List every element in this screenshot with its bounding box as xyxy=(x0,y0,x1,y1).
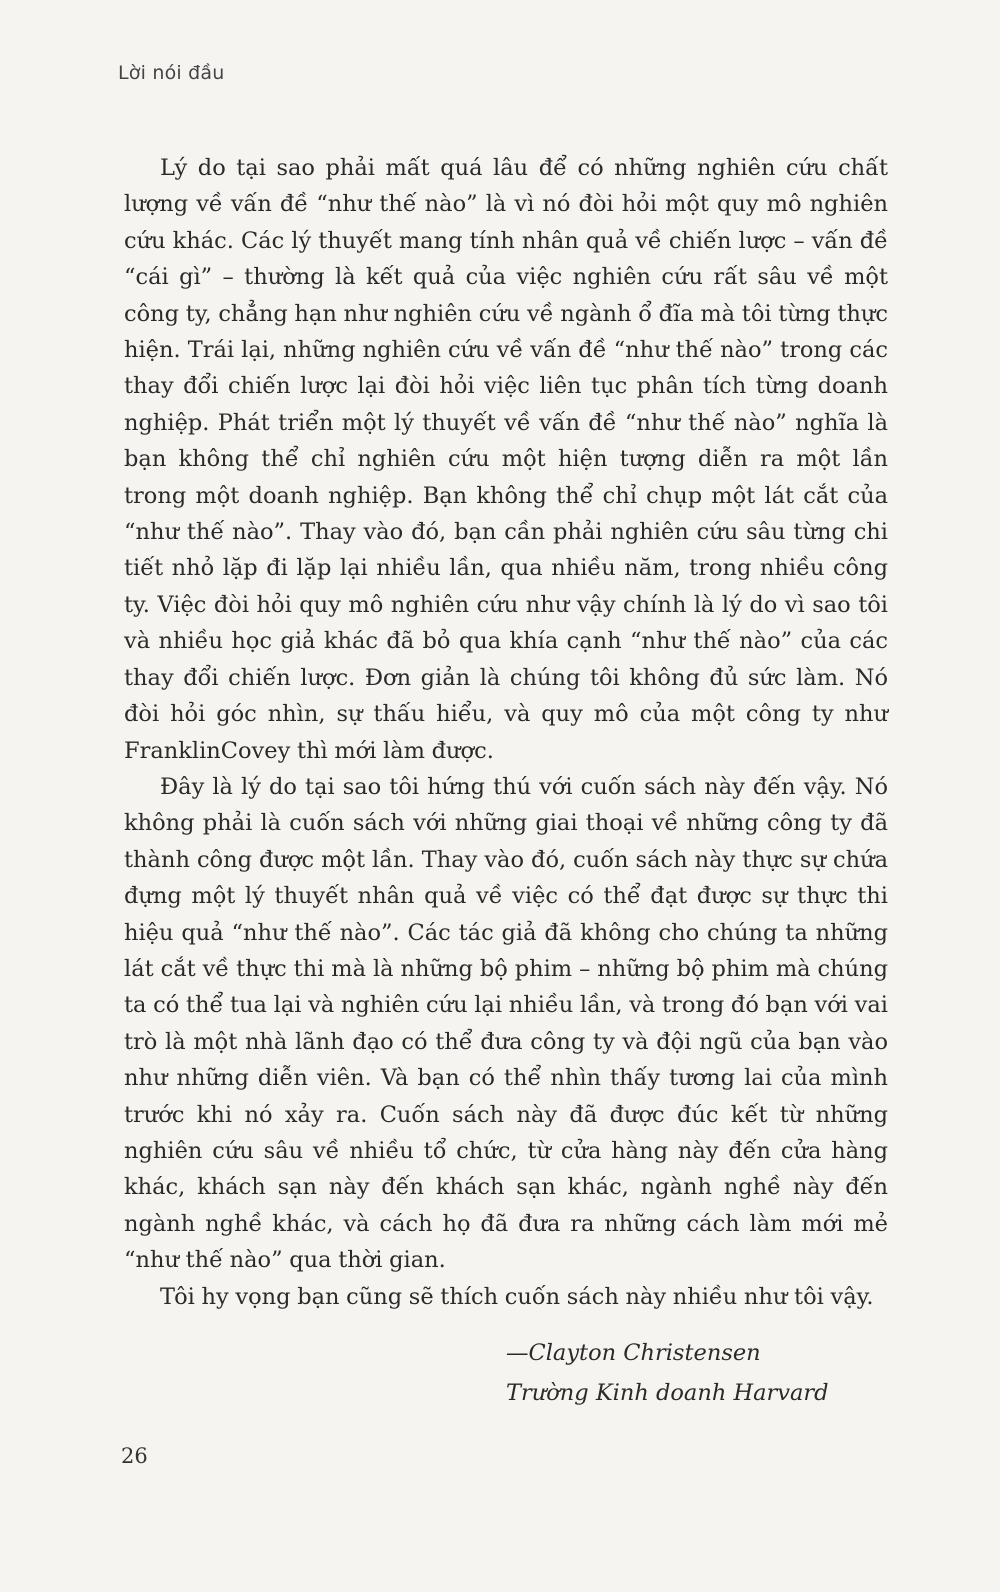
signature-name: —Clayton Christensen xyxy=(506,1340,761,1366)
paragraph-1: Lý do tại sao phải mất quá lâu để có những nghiên cứu chất lượng về vấn đề “như thế nào” là vì nó đòi hỏi một quy mô nghiên cứu khác. Các lý thuyết mang tính nhân quả về chiến lược – vấn đề “cái gì” – thường là kết quả của việc nghiên cứu rất sâu về một công ty, chẳng hạn như nghiên cứu về ngành ổ đĩa mà tôi từng thực hiện. Trái lại, những nghiên cứu về vấn đề “như thế nào” trong các thay đổi chiến lược lại đòi hỏi việc liên tục phân tích từng doanh nghiệp. Phát triển một lý thuyết về vấn đề “như thế nào” nghĩa là bạn không thể chỉ nghiên cứu một hiện tượng diễn ra một lần trong một doanh nghiệp. Bạn không thể chỉ chụp một lát cắt của “như thế nào”. Thay vào đó, bạn cần phải nghiên cứu sâu từng chi tiết nhỏ lặp đi lặp lại nhiều lần, qua nhiều năm, trong nhiều công ty. Việc đòi hỏi quy mô nghiên cứu như vậy chính là lý do vì sao tôi và nhiều học giả khác đã bỏ qua khía cạnh “như thế nào” của các thay đổi chiến lược. Đơn giản là chúng tôi không đủ sức làm. Nó đòi hỏi góc nhìn, sự thấu hiểu, và quy mô của một công ty như FranklinCovey thì mới làm được. xyxy=(124,155,888,764)
running-header: Lời nói đầu xyxy=(118,62,225,84)
paragraph-3: Tôi hy vọng bạn cũng sẽ thích cuốn sách này nhiều như tôi vậy. xyxy=(160,1283,874,1310)
body-text xyxy=(124,150,888,1315)
paragraph-2: Đây là lý do tại sao tôi hứng thú với cuốn sách này đến vậy. Nó không phải là cuốn sách với những giai thoại về những công ty đã thành công được một lần. Thay vào đó, cuốn sách này thực sự chứa đựng một lý thuyết nhân quả về việc có thể đạt được sự thực thi hiệu quả “như thế nào”. Các tác giả đã không cho chúng ta những lát cắt về thực thi mà là những bộ phim – những bộ phim mà chúng ta có thể tua lại và nghiên cứu lại nhiều lần, và trong đó bạn với vai trò là một nhà lãnh đạo có thể đưa công ty và đội ngũ của bạn vào như những diễn viên. Và bạn có thể nhìn thấy tương lai của mình trước khi nó xảy ra. Cuốn sách này đã được đúc kết từ những nghiên cứu sâu về nhiều tổ chức, từ cửa hàng này đến cửa hàng khác, khách sạn này đến khách sạn khác, ngành nghề này đến ngành nghề khác, và cách họ đã đưa ra những cách làm mới mẻ “như thế nào” qua thời gian. xyxy=(124,773,888,1274)
page-number: 26 xyxy=(121,1444,148,1468)
signature-affiliation: Trường Kinh doanh Harvard xyxy=(506,1380,829,1406)
